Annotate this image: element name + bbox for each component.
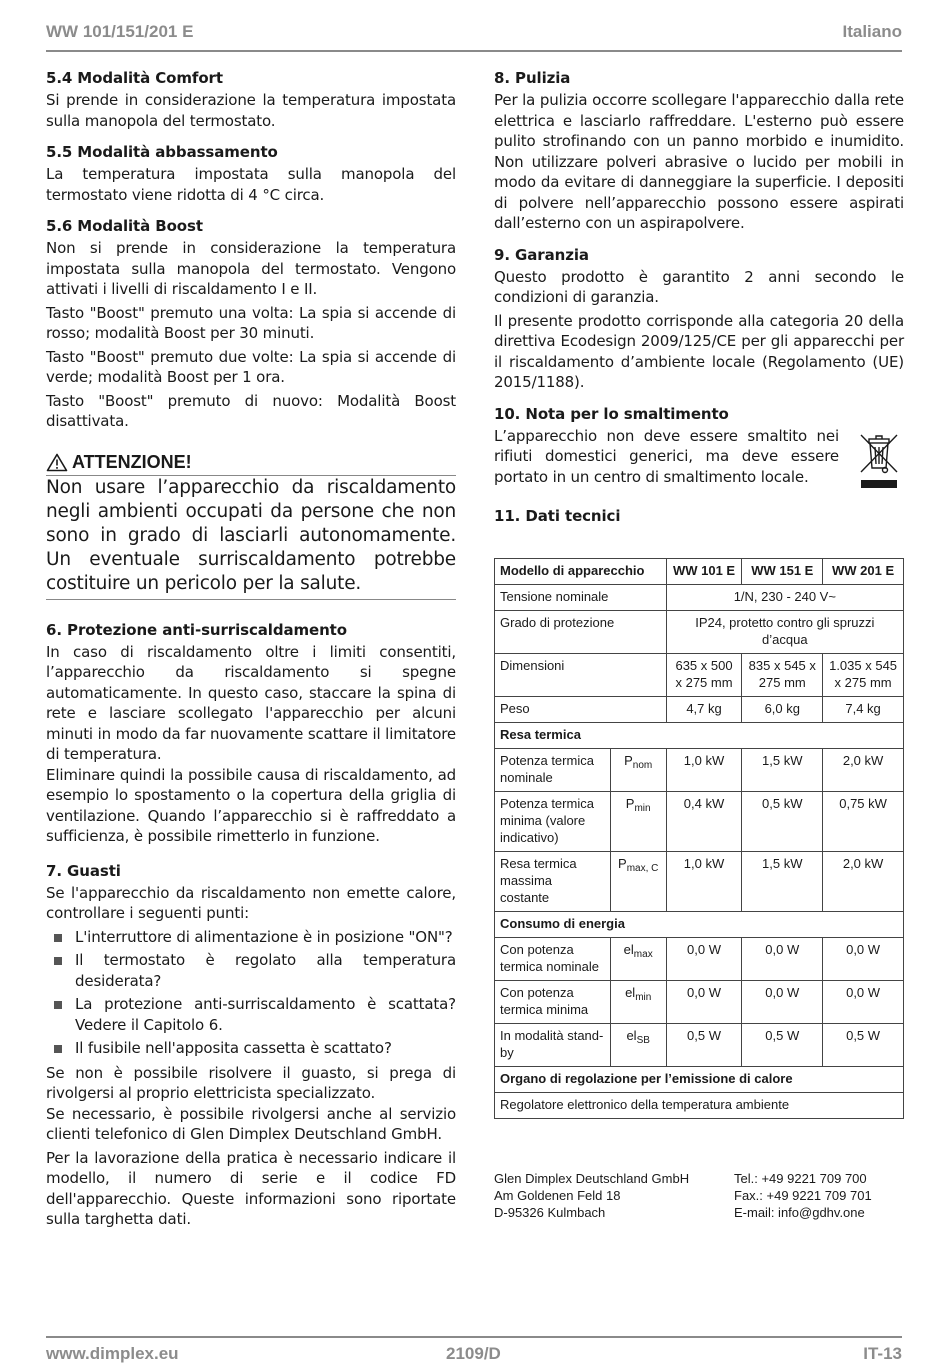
page-header <box>46 20 902 52</box>
table-section-row: Resa termica <box>495 723 904 749</box>
section-8-text: Per la pulizia occorre scollegare l'apparecchio dalla rete elettrica e lasciarlo raffreddare. L'esterno può essere pulito strofinando con un panno morbido e inumidito. Non utilizzare polveri abrasive o lucido per mobili in modo da evitare di danneggiare la superficie. I depositi di polvere nell’apparecchio possono essere aspirati dall’esterno con un aspirapolvere. <box>494 91 904 232</box>
header-language: Italiano <box>842 22 902 41</box>
company-name: Glen Dimplex Deutschland GmbH <box>494 1171 690 1186</box>
section-6-p2: Eliminare quindi la possibile causa di riscaldamento, ad esempio lo spostamento o la copertura della griglia di ventilazione. Quando l’apparecchio si è raffreddato a sufficienza, è possibile rimetterlo in funzione. <box>46 765 456 845</box>
table-section-row: Organo di regolazione per l’emissione di calore <box>495 1067 904 1093</box>
section-9-title: 9. Garanzia <box>494 245 589 264</box>
section-7-intro: Se l'apparecchio da riscaldamento non emette calore, controllare i seguenti punti: <box>46 883 456 922</box>
section-7-p2: Se necessario, è possibile rivolgersi anche al servizio clienti telefonico di Glen Dimplex Deutschland GmbH. <box>46 1104 456 1143</box>
tech-data-table <box>494 558 904 1119</box>
section-10-title: 10. Nota per lo smaltimento <box>494 404 729 423</box>
section-5-6-p4: Tasto "Boost" premuto di nuovo: Modalità Boost disattivata. <box>46 391 456 430</box>
table-row: Potenza termica nominale $P_{nom}$ 1,0 kW 1,5 kW 2,0 kW <box>495 749 904 792</box>
section-9-p2: Il presente prodotto corrisponde alla categoria 20 della direttiva Ecodesign 2009/125/CE per gli apparecchi per il riscaldamento d’ambiente locale (Regolamento (UE) 2015/1188). <box>494 311 904 391</box>
section-6-title: 6. Protezione anti-surriscaldamento <box>46 620 347 639</box>
table-row: In modalità stand-by $el_{SB}$ 0,5 W 0,5 W 0,5 W <box>495 1024 904 1067</box>
section-5-4-title: 5.4 Modalità Comfort <box>46 69 223 87</box>
section-11-title: 11. Dati tecnici <box>494 506 621 525</box>
page-footer <box>46 1336 902 1366</box>
disposal-note <box>494 426 904 492</box>
list-item: La protezione anti-surriscaldamento è scattata? Vedere il Capitolo 6. <box>46 994 456 1035</box>
section-8-title: 8. Pulizia <box>494 69 571 87</box>
section-5-6-title: 5.6 Modalità Boost <box>46 217 203 235</box>
warning-icon <box>46 453 68 472</box>
list-item: Il fusibile nell'apposita cassetta è scattato? <box>46 1038 456 1059</box>
email: E-mail: info@gdhv.one <box>734 1205 865 1220</box>
section-7-p3: Per la lavorazione della pratica è necessario indicare il modello, il numero di serie e il codice FD dell'apparecchio. Queste informazioni sono riportate sulla targhetta dati. <box>46 1148 456 1228</box>
table-row: Grado di protezione IP24, protetto contro gli spruzzi d’acqua <box>495 611 904 654</box>
street: Am Goldenen Feld 18 <box>494 1188 621 1203</box>
header-model: WW 101/151/201 E <box>46 22 194 41</box>
warning-title: ATTENZIONE! <box>46 452 456 476</box>
table-row: Regolatore elettronico della temperatura ambiente <box>495 1093 904 1119</box>
table-row: Dimensioni 635 x 500 x 275 mm 835 x 545 x 275 mm 1.035 x 545 x 275 mm <box>495 654 904 697</box>
section-5-6-p2: Tasto "Boost" premuto una volta: La spia si accende di rosso; modalità Boost per 30 minuti. <box>46 303 456 342</box>
footer-code: 2109/D <box>446 1344 501 1363</box>
table-row: Potenza termica minima (valore indicativo) $P_{min}$ 0,4 kW 0,5 kW 0,75 kW <box>495 792 904 852</box>
right-column <box>494 68 904 528</box>
table-row: Resa termica massima costante $P_{max, C}$ 1,0 kW 1,5 kW 2,0 kW <box>495 852 904 912</box>
section-5-5-text: La temperatura impostata sulla manopola del termostato viene ridotta di 4 °C circa. <box>46 165 456 204</box>
table-row: Peso 4,7 kg 6,0 kg 7,4 kg <box>495 697 904 723</box>
section-10-text: L’apparecchio non deve essere smaltito nei rifiuti domestici generici, ma deve essere portato in un centro di smaltimento locale. <box>494 426 839 486</box>
warning-text: Non usare l’apparecchio da riscaldamento negli ambienti occupati da persone che non sono in grado di lasciarli autonomamente. Un eventuale surriscaldamento potrebbe costituire un pericolo per la salute. <box>46 476 456 600</box>
contact-numbers <box>734 1170 872 1221</box>
table-row: Tensione nominale 1/N, 230 - 240 V~ <box>495 585 904 611</box>
crossed-bin-icon <box>855 430 903 492</box>
table-row: Con potenza termica minima $el_{min}$ 0,0 W 0,0 W 0,0 W <box>495 981 904 1024</box>
section-5-6-p1: Non si prende in considerazione la temperatura impostata sulla manopola del termostato. Vengono attivati i livelli di riscaldamento I e II. <box>46 239 456 298</box>
phone: Tel.: +49 9221 709 700 <box>734 1171 867 1186</box>
contact-block <box>494 1170 904 1221</box>
section-9-p1: Questo prodotto è garantito 2 anni secondo le condizioni di garanzia. <box>494 267 904 306</box>
table-row: Con potenza termica nominale $el_{max}$ 0,0 W 0,0 W 0,0 W <box>495 938 904 981</box>
checklist <box>46 927 456 1059</box>
address <box>494 1170 734 1221</box>
section-5-5-title: 5.5 Modalità abbassamento <box>46 143 278 161</box>
fax: Fax.: +49 9221 709 701 <box>734 1188 872 1203</box>
section-7-p1: Se non è possibile risolvere il guasto, si prega di rivolgersi al proprio elettricista specializzato. <box>46 1063 456 1102</box>
table-row: Modello di apparecchio WW 101 E WW 151 E WW 201 E <box>495 559 904 585</box>
section-5-4-text: Si prende in considerazione la temperatura impostata sulla manopola del termostato. <box>46 91 456 130</box>
city: D-95326 Kulmbach <box>494 1205 606 1220</box>
footer-website: www.dimplex.eu <box>46 1344 179 1363</box>
table-section-row: Consumo di energia <box>495 912 904 938</box>
page-number: IT-13 <box>863 1344 902 1363</box>
section-6-p1: In caso di riscaldamento oltre i limiti consentiti, l’apparecchio da riscaldamento si spegne automaticamente. In questo caso, staccare la spina di rete e lasciare scollegato l'apparecchio per alcuni minuti in modo da far nuovamente scattare il limitatore di temperatura. <box>46 642 456 763</box>
list-item: Il termostato è regolato alla temperatura desiderata? <box>46 950 456 991</box>
list-item: L'interruttore di alimentazione è in posizione "ON"? <box>46 927 456 948</box>
section-5-6-p3: Tasto "Boost" premuto due volte: La spia si accende di verde; modalità Boost per 1 ora. <box>46 347 456 386</box>
section-7-title: 7. Guasti <box>46 861 121 880</box>
left-column <box>46 68 456 1233</box>
